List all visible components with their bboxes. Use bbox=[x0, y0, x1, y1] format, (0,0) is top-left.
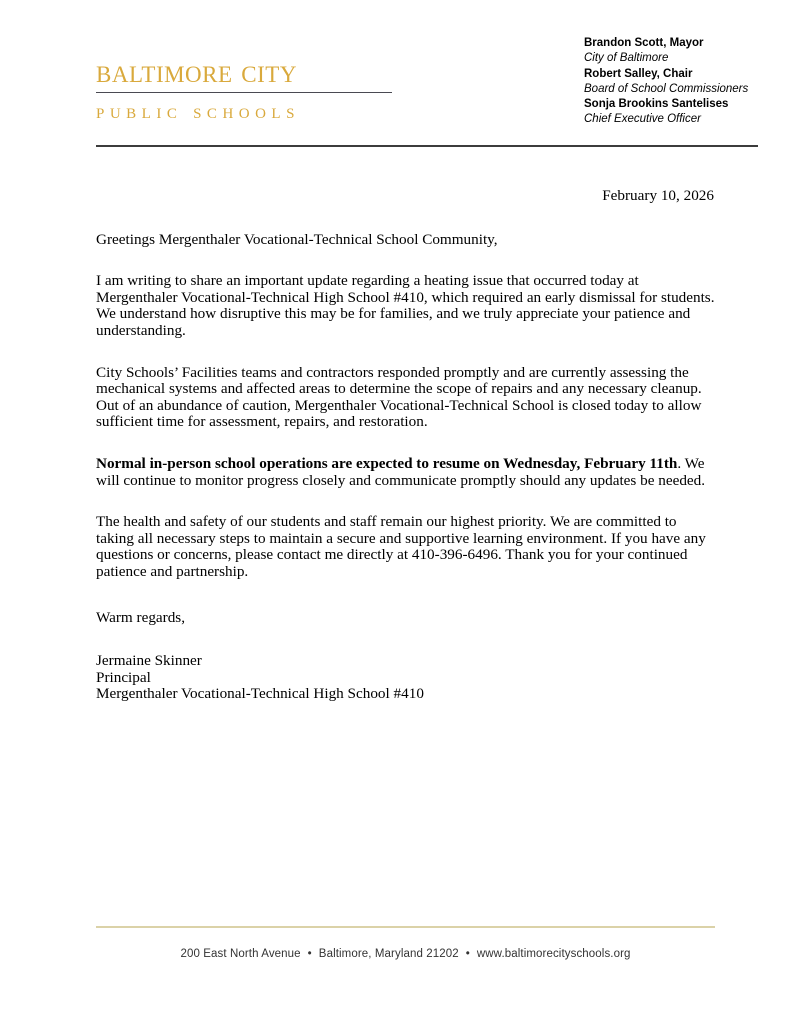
letter-salutation: Greetings Mergenthaler Vocational-Technical School Community, bbox=[96, 230, 498, 248]
letter-paragraph-3 bbox=[96, 456, 716, 489]
resume-date-emphasis: Normal in-person school operations are expected to resume on Wednesday, February 11th bbox=[96, 454, 678, 472]
letter-paragraph-2: City Schools’ Facilities teams and contractors responded promptly and are currently assessing the mechanical systems and affected areas to determine the scope of repairs and any necessary cleanup. Out of an abundance of caution, Mergenthaler Vocational-Technical School is closed today to allow sufficient time for assessment, repairs, and restoration. bbox=[96, 363, 702, 431]
official-role-mayor: City of Baltimore bbox=[584, 52, 669, 65]
header-divider-rule bbox=[96, 145, 758, 147]
logo-text-public-schools: public schools bbox=[96, 99, 300, 123]
footer-separator-2: • bbox=[465, 948, 470, 960]
letter-body bbox=[96, 188, 716, 703]
official-name-chair: Robert Salley, Chair bbox=[584, 67, 693, 80]
footer-separator-1: • bbox=[307, 948, 312, 960]
footer bbox=[96, 948, 715, 960]
official-name-ceo: Sonja Brookins Santelises bbox=[584, 98, 729, 111]
logo-divider-rule bbox=[96, 92, 392, 93]
logo-text-baltimore-city: baltimore city bbox=[96, 54, 297, 90]
signature-block bbox=[96, 653, 716, 703]
official-role-ceo: Chief Executive Officer bbox=[584, 113, 701, 126]
official-name-mayor: Brandon Scott, Mayor bbox=[584, 37, 704, 49]
officials-block bbox=[584, 36, 799, 128]
letter-date: February 10, 2026 bbox=[602, 187, 714, 204]
signer-title: Principal bbox=[96, 668, 151, 686]
signer-name: Jermaine Skinner bbox=[96, 652, 202, 670]
letterhead bbox=[0, 0, 806, 160]
letter-paragraph-3-rest: . We will continue to monitor progress closely and communicate promptly should any updates be needed. bbox=[96, 454, 706, 489]
letter-closing: Warm regards, bbox=[96, 608, 186, 626]
footer-website[interactable]: www.baltimorecityschools.org bbox=[476, 948, 631, 960]
signer-school: Mergenthaler Vocational-Technical High School #410 bbox=[96, 685, 424, 703]
footer-divider-rule bbox=[96, 926, 715, 928]
letter-paragraph-1: I am writing to share an important update regarding a heating issue that occurred today at Mergenthaler Vocational-Technical High School #410, which required an early dismissal for students. We understand how disruptive this may be for families, and we truly appreciate your patience and understanding. bbox=[96, 272, 715, 339]
official-role-chair: Board of School Commissioners bbox=[584, 82, 749, 95]
letter-paragraph-4: The health and safety of our students and staff remain our highest priority. We are committed to taking all necessary steps to maintain a secure and supportive learning environment. If you have any questions or concerns, please contact me directly at 410-396-6496. Thank you for your continued patience and partnership. bbox=[96, 513, 706, 580]
footer-address: 200 East North Avenue bbox=[180, 948, 301, 960]
footer-city-state-zip: Baltimore, Maryland 21202 bbox=[318, 948, 459, 960]
district-logo bbox=[96, 54, 396, 124]
